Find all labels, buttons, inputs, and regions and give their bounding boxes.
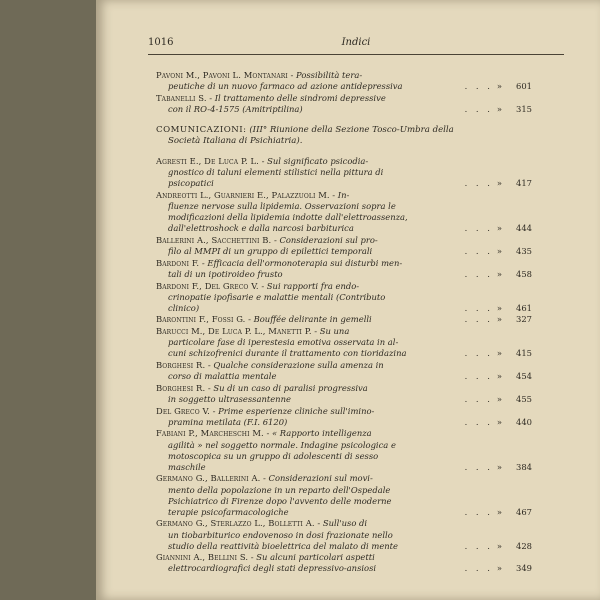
entry-page-ref [465,462,532,473]
entry-title: maschile [168,461,206,472]
index-entry [156,190,506,201]
entry-page-ref [465,246,532,257]
leader-dots: . . . [464,416,493,427]
leader-dots: . . . [464,563,493,574]
entry-page-number: 454 [516,371,532,382]
index-entry [156,326,506,337]
entry-title: - Bouffée delirante in gemelli [245,314,372,325]
entry-title: - Su di un caso di paralisi progressiva [205,382,368,393]
entry-page-number: 415 [516,348,532,359]
entry-title: cuni schizofrenici durante il trattamento con tioridazina [168,348,407,359]
ditto-mark: » [496,302,502,313]
entry-page-ref [465,371,532,382]
entry-page-ref [465,507,532,518]
index-entry [156,360,506,371]
entry-title: fluenze nervose sulla lipidemia. Osservazioni sopra le [168,201,396,211]
entry-title: un tiobarbiturico endovenoso in dosi frazionate nello [168,529,393,540]
entry-page-ref [465,314,532,325]
ditto-mark: » [496,81,502,92]
entry-title: - Efficacia dell'ormonoterapia sui disturbi men- [199,257,403,268]
entry-authors: Tabanelli S. [156,92,207,103]
index-entry [156,473,506,484]
entry-title: - Prime esperienze cliniche sull'imino- [209,405,375,416]
leader-dots: . . . [464,246,493,256]
ditto-mark: » [496,461,502,472]
ditto-mark: » [496,246,502,256]
entry-authors: Borghesi R. [156,360,206,370]
entry-title: - Sull'uso di [314,518,368,529]
entry-title: agilità » nel soggetto normale. Indagine psicologica e [168,439,396,450]
entry-page-ref [465,303,532,314]
leader-dots: . . . [464,268,493,279]
entry-page-ref [465,394,532,405]
index-entry [156,518,506,529]
entry-title: - Su alcuni particolari aspetti [248,552,375,563]
entry-title: pramina metilata (F.I. 6120) [168,416,288,427]
running-title: Indici [341,37,371,48]
entry-page-ref [465,417,532,428]
leader-dots: . . . [464,348,493,359]
index-entry-continuation [168,178,498,189]
entry-title: crinopatie ipofisarie e malattie mentali (Contributo [168,291,386,302]
index-entry [156,406,506,417]
index-entry-continuation [168,337,498,348]
entry-page-number: 428 [516,540,532,551]
index-entry [156,70,506,81]
entry-title: - Il trattamento delle sindromi depressive [206,92,386,103]
entry-authors: Germano G., Sterlazzo L., Bolletti A. [156,518,315,529]
entry-page-number: 315 [516,103,532,114]
ditto-mark: » [496,563,502,574]
entry-title: in soggetto ultrasessantenne [168,393,291,404]
index-entry [156,93,506,104]
index-entry-continuation [168,167,498,178]
entry-page-number: 444 [516,223,532,234]
entry-authors: Fabiani P., Marcheschi M. [156,428,264,439]
entry-title: Psichiatrico di Firenze dopo l'avvento delle moderne [168,495,392,506]
entry-page-ref [465,269,532,280]
section-label: COMUNICAZIONI: [156,125,247,135]
index-entry-continuation [168,348,498,359]
index-entry-continuation [168,530,498,541]
entry-page-number: 327 [516,314,532,325]
ditto-mark: » [496,393,502,404]
entry-authors: Andreotti L., Guarnieri E., Palazzuoli M. [156,189,330,200]
entry-authors: Bardoni F., Del Greco V. [156,280,259,291]
entry-title: - Su una [311,326,350,337]
index-entry [156,156,506,167]
ditto-mark: » [496,348,502,359]
book-page [96,0,600,600]
leader-dots: . . . [464,223,493,234]
entry-page-ref [465,81,532,92]
ditto-mark: » [496,371,502,382]
entry-authors: Germano G., Ballerini A. [156,473,261,484]
entry-authors: Agresti E., De Luca P. L. [156,156,259,166]
leader-dots: . . . [464,393,493,404]
index-entry-continuation [168,507,498,518]
entry-title: gnostico di taluni elementi stilistici nella pittura di [168,167,384,178]
entry-page-number: 435 [516,246,532,256]
entry-title: terapie psicofarmacologiche [168,506,289,517]
entry-page-number: 440 [516,416,532,427]
leader-dots: . . . [464,461,493,472]
leader-dots: . . . [464,540,493,551]
entry-title: dall'elettroshock e dalla narcosi barbiturica [168,223,354,234]
entry-page-number: 384 [516,461,532,472]
index-entry [156,281,506,292]
entry-page-number: 461 [516,302,532,313]
index-entry-continuation [168,485,498,496]
index-entry [156,258,506,269]
entry-title: - In- [329,189,350,200]
entry-authors: Pavoni M., Pavoni L. Montanari [156,70,288,80]
index-entry-continuation [168,303,498,314]
section-title-line2: Società Italiana di Psichiatria). [168,136,303,146]
entry-title: - Qualche considerazione sulla amenza in [205,360,384,370]
index-entry-continuation [168,212,498,223]
entry-title: peutiche di un nuovo farmaco ad azione antidepressiva [168,81,403,92]
leader-dots: . . . [464,506,493,517]
ditto-mark: » [496,540,502,551]
entry-authors: Barucci M., De Luca P. L., Manetti P. [156,326,312,337]
entry-page-ref [465,104,532,115]
entry-authors: Giannini A., Bellini S. [156,552,249,563]
index-entry [156,235,506,246]
entry-title: - Considerazioni sul movi- [260,473,373,484]
entry-authors: Barontini F., Fossi G. [156,314,246,325]
leader-dots: . . . [464,178,493,189]
entry-title: - Sul significato psicodia- [258,156,369,166]
entry-title: - « Rapporto intelligenza [263,428,372,439]
leader-dots: . . . [464,302,493,313]
entry-title: - Considerazioni sul pro- [271,234,378,245]
entry-page-number: 417 [516,178,532,189]
entry-title: corso di malattia mentale [168,371,277,382]
entry-authors: Borghesi R. [156,382,206,393]
section-title-line1: (III° Riunione della Sezione Tosco-Umbra della [246,125,454,135]
entry-page-number: 601 [516,81,532,92]
entry-title: modificazioni della lipidemia indotte dall'elettroassenza, [168,212,408,223]
ditto-mark: » [496,314,502,325]
entry-page-ref [465,348,532,359]
leader-dots: . . . [464,371,493,382]
entry-page-ref [465,563,532,574]
index-entry-continuation [168,104,498,115]
ditto-mark: » [496,223,502,234]
entry-page-number: 458 [516,268,532,279]
index-entry-continuation [168,269,498,280]
page-number: 1016 [148,37,174,48]
index-entry-continuation [168,462,498,473]
ditto-mark: » [496,268,502,279]
entry-page-ref [465,541,532,552]
ditto-mark: » [496,178,502,189]
index-entry-continuation [168,451,498,462]
entry-authors: Del Greco V. [156,405,210,416]
entry-page-ref [465,178,532,189]
index-entry-continuation [168,81,498,92]
leader-dots: . . . [464,314,493,325]
index-entry-continuation [168,201,498,212]
entry-authors: Bardoni F. [156,257,200,268]
entry-title: - Possibilità tera- [287,70,363,80]
index-entry-continuation [168,292,498,303]
index-entry-continuation [168,440,498,451]
index-entry-continuation [168,563,498,574]
index-entry-continuation [168,417,498,428]
index-entry-continuation [168,541,498,552]
entry-title: tali di un ipotiroideo frusto [168,268,283,279]
index-entry [156,428,506,439]
entry-page-number: 467 [516,506,532,517]
index-entry [156,383,506,394]
entry-page-number: 455 [516,393,532,404]
entry-title: motoscopica su un gruppo di adolescenti di sesso [168,450,379,461]
index-entry-continuation [168,246,498,257]
entry-page-number: 349 [516,563,532,574]
index-entry-continuation [168,394,498,405]
index-entry [156,314,506,325]
entry-title: psicopatici [168,178,214,189]
index-entry-continuation [168,223,498,234]
entry-title: con il RO-4-1575 (Amitriptilina) [168,103,303,114]
index-entries [96,0,600,600]
entry-title: particolare fase di iperestesia emotiva osservata in al- [168,337,399,348]
entry-title: studio della reattività bioelettrica del malato di mente [168,540,399,551]
entry-authors: Ballerini A., Sacchettini B. [156,234,272,245]
ditto-mark: » [496,103,502,114]
leader-dots: . . . [464,103,493,114]
entry-title: clinico) [168,302,200,313]
entry-title: filo al MMPI di un gruppo di epilettici temporali [168,246,373,256]
entry-page-ref [465,223,532,234]
index-entry-continuation [168,496,498,507]
entry-title: - Sui rapporti fra endo- [258,280,360,291]
ditto-mark: » [496,416,502,427]
ditto-mark: » [496,506,502,517]
entry-title: mento della popolazione in un reparto dell'Ospedale [168,484,391,495]
index-entry-continuation [168,371,498,382]
leader-dots: . . . [464,81,493,92]
entry-title: elettrocardiografici degli stati depressivo-ansiosi [168,563,377,574]
index-entry [156,552,506,563]
